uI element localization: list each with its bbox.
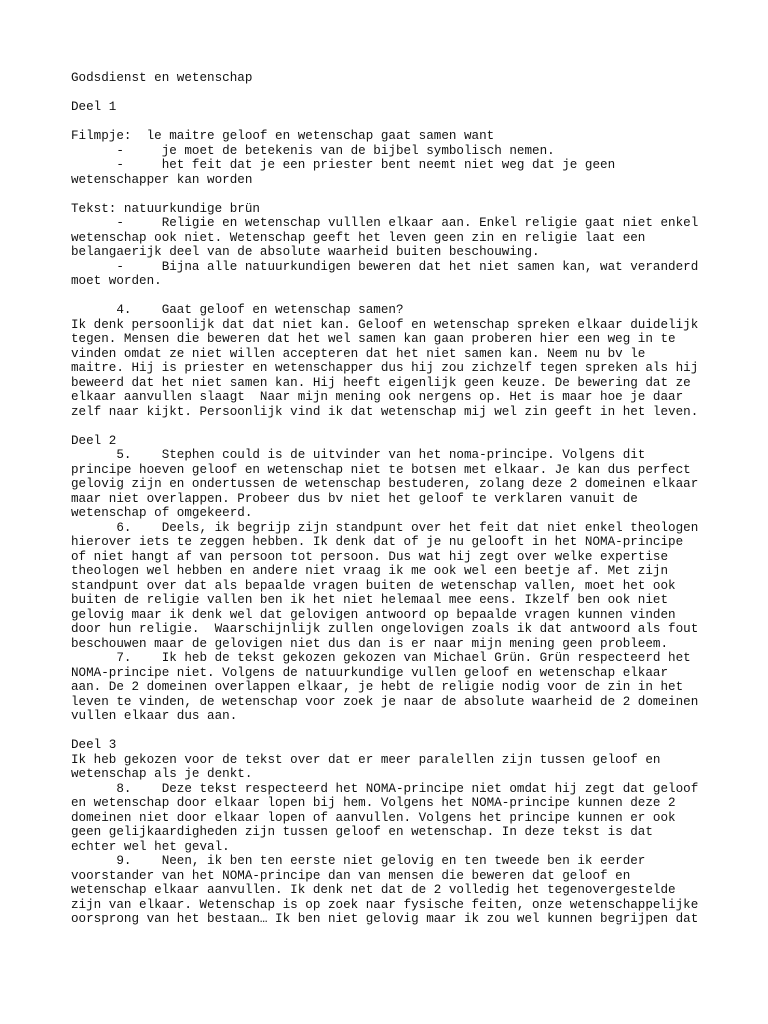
text-line: wetenschapper kan worden: [71, 172, 253, 187]
text-line: Tekst: natuurkundige brün: [71, 201, 260, 216]
text-line: Ik heb gekozen voor de tekst over dat er meer paralellen zijn tussen geloof en: [71, 752, 661, 767]
text-line: moet worden.: [71, 274, 162, 288]
blank-line: [71, 724, 731, 739]
text-line: - Religie en wetenschap vulllen elkaar aan. Enkel religie gaat niet enkel: [71, 216, 699, 230]
text-line: tegen. Mensen die beweren dat het wel samen kan gaan proberen hier een weg in te: [71, 332, 676, 346]
blank-line: [71, 289, 731, 304]
text-line: NOMA-principe niet. Volgens de natuurkundige vullen geloof en wetenschap elkaar: [71, 665, 669, 680]
text-line: 9. Neen, ik ben ten eerste niet gelovig en ten tweede ben ik eerder: [71, 854, 646, 868]
text-line: theologen wel hebben en andere niet vraag ik me ook wel een beetje af. Met zijn: [71, 564, 669, 578]
text-line: 7. Ik heb de tekst gekozen gekozen van Michael Grün. Grün respecteerd het: [71, 651, 691, 665]
text-line: wetenschap ook niet. Wetenschap geeft het leven geen zin en religie laat een: [71, 230, 646, 245]
text-line: buiten de religie vallen ben ik het niet helemaal mee eens. Ikzelf ben ook niet: [71, 593, 669, 607]
text-line: beweerd dat het niet samen kan. Hij heeft eigenlijk geen keuze. De bewering dat ze: [71, 375, 691, 390]
text-line: 5. Stephen could is de uitvinder van het noma-principe. Volgens dit: [71, 448, 646, 462]
text-line: hierover iets te zeggen hebben. Ik denk dat of je nu gelooft in het NOMA-principe: [71, 535, 684, 549]
text-line: 6. Deels, ik begrijp zijn standpunt over het feit dat niet enkel theologen: [71, 520, 699, 535]
text-line: 8. Deze tekst respecteerd het NOMA-principe niet omdat hij zegt dat geloof: [71, 781, 699, 796]
text-line: vinden omdat ze niet willen accepteren dat het niet samen kan. Neem nu bv le: [71, 346, 646, 361]
text-line: geen gelijkaardigheden zijn tussen geloof en wetenschap. In deze tekst is dat: [71, 825, 653, 839]
text-line: door hun religie. Waarschijnlijk zullen ongelovigen zoals ik dat antwoord als fout: [71, 622, 699, 636]
text-line: belangaerijk deel van de absolute waarheid buiten beschouwing.: [71, 245, 540, 259]
text-line: Ik denk persoonlijk dat dat niet kan. Geloof en wetenschap spreken elkaar duidelijk: [71, 317, 699, 332]
text-line: Godsdienst en wetenschap: [71, 71, 253, 85]
text-line: wetenschap of omgekeerd.: [71, 506, 253, 520]
text-line: leven te vinden, de wetenschap voor zoek je naar de absolute waarheid de 2 domeinen: [71, 694, 699, 709]
text-line: maitre. Hij is priester en wetenschapper dus hij zou zichzelf tegen spreken als hij: [71, 361, 699, 375]
text-line: - je moet de betekenis van de bijbel symbolisch nemen.: [71, 143, 555, 158]
text-line: gelovig maar ik denk wel dat gelovigen antwoord op bepaalde vragen kunnen vinden: [71, 607, 676, 622]
text-line: Deel 1: [71, 100, 117, 114]
blank-line: [71, 86, 731, 101]
text-line: Deel 2: [71, 433, 117, 448]
text-line: principe hoeven geloof en wetenschap niet te botsen met elkaar. Je kan dus perfect: [71, 462, 691, 477]
text-line: zijn van elkaar. Wetenschap is op zoek naar fysische feiten, onze wetenschappelijke: [71, 897, 699, 912]
text-line: Deel 3: [71, 738, 117, 752]
text-line: echter wel het geval.: [71, 839, 230, 854]
document-body: [71, 71, 731, 927]
blank-line: [71, 419, 731, 434]
text-line: - het feit dat je een priester bent neemt niet weg dat je geen: [71, 158, 616, 172]
text-line: of niet hangt af van persoon tot persoon. Dus wat hij zegt over welke expertise: [71, 549, 669, 564]
text-line: maar niet overlappen. Probeer dus bv niet het geloof te verklaren vanuit de: [71, 491, 638, 506]
text-line: en wetenschap door elkaar lopen bij hem. Volgens het NOMA-principe kunnen deze 2: [71, 796, 676, 810]
text-line: 4. Gaat geloof en wetenschap samen?: [71, 303, 404, 317]
text-line: elkaar aanvullen slaagt Naar mijn mening ook nergens op. Het is maar hoe je daar: [71, 390, 684, 404]
blank-line: [71, 187, 731, 202]
text-line: aan. De 2 domeinen overlappen elkaar, je hebt de religie nodig voor de zin in het: [71, 680, 684, 694]
text-line: gelovig zijn en ondertussen de wetenschap bestuderen, zolang deze 2 domeinen elkaar: [71, 477, 699, 491]
text-line: domeinen niet door elkaar lopen of aanvullen. Volgens het principe kunnen er ook: [71, 810, 676, 825]
text-line: voorstander van het NOMA-principe dan van mensen die beweren dat geloof en: [71, 868, 631, 883]
text-line: Filmpje: le maitre geloof en wetenschap gaat samen want: [71, 129, 495, 143]
text-line: zelf naar kijkt. Persoonlijk vind ik dat wetenschap mij wel zin geeft in het leven.: [71, 404, 699, 419]
text-line: wetenschap elkaar aanvullen. Ik denk net dat de 2 volledig het tegenovergestelde: [71, 883, 676, 897]
text-line: - Bijna alle natuurkundigen beweren dat het niet samen kan, wat veranderd: [71, 259, 699, 274]
text-line: vullen elkaar dus aan.: [71, 709, 238, 723]
text-line: wetenschap als je denkt.: [71, 767, 253, 781]
text-line: oorsprong van het bestaan… Ik ben niet gelovig maar ik zou wel kunnen begrijpen dat: [71, 912, 699, 926]
text-line: standpunt over dat als bepaalde vragen buiten de wetenschap vallen, moet het ook: [71, 578, 676, 593]
text-line: beschouwen maar de gelovigen niet dus dan is er naar mijn mening geen probleem.: [71, 636, 669, 651]
blank-line: [71, 115, 731, 130]
